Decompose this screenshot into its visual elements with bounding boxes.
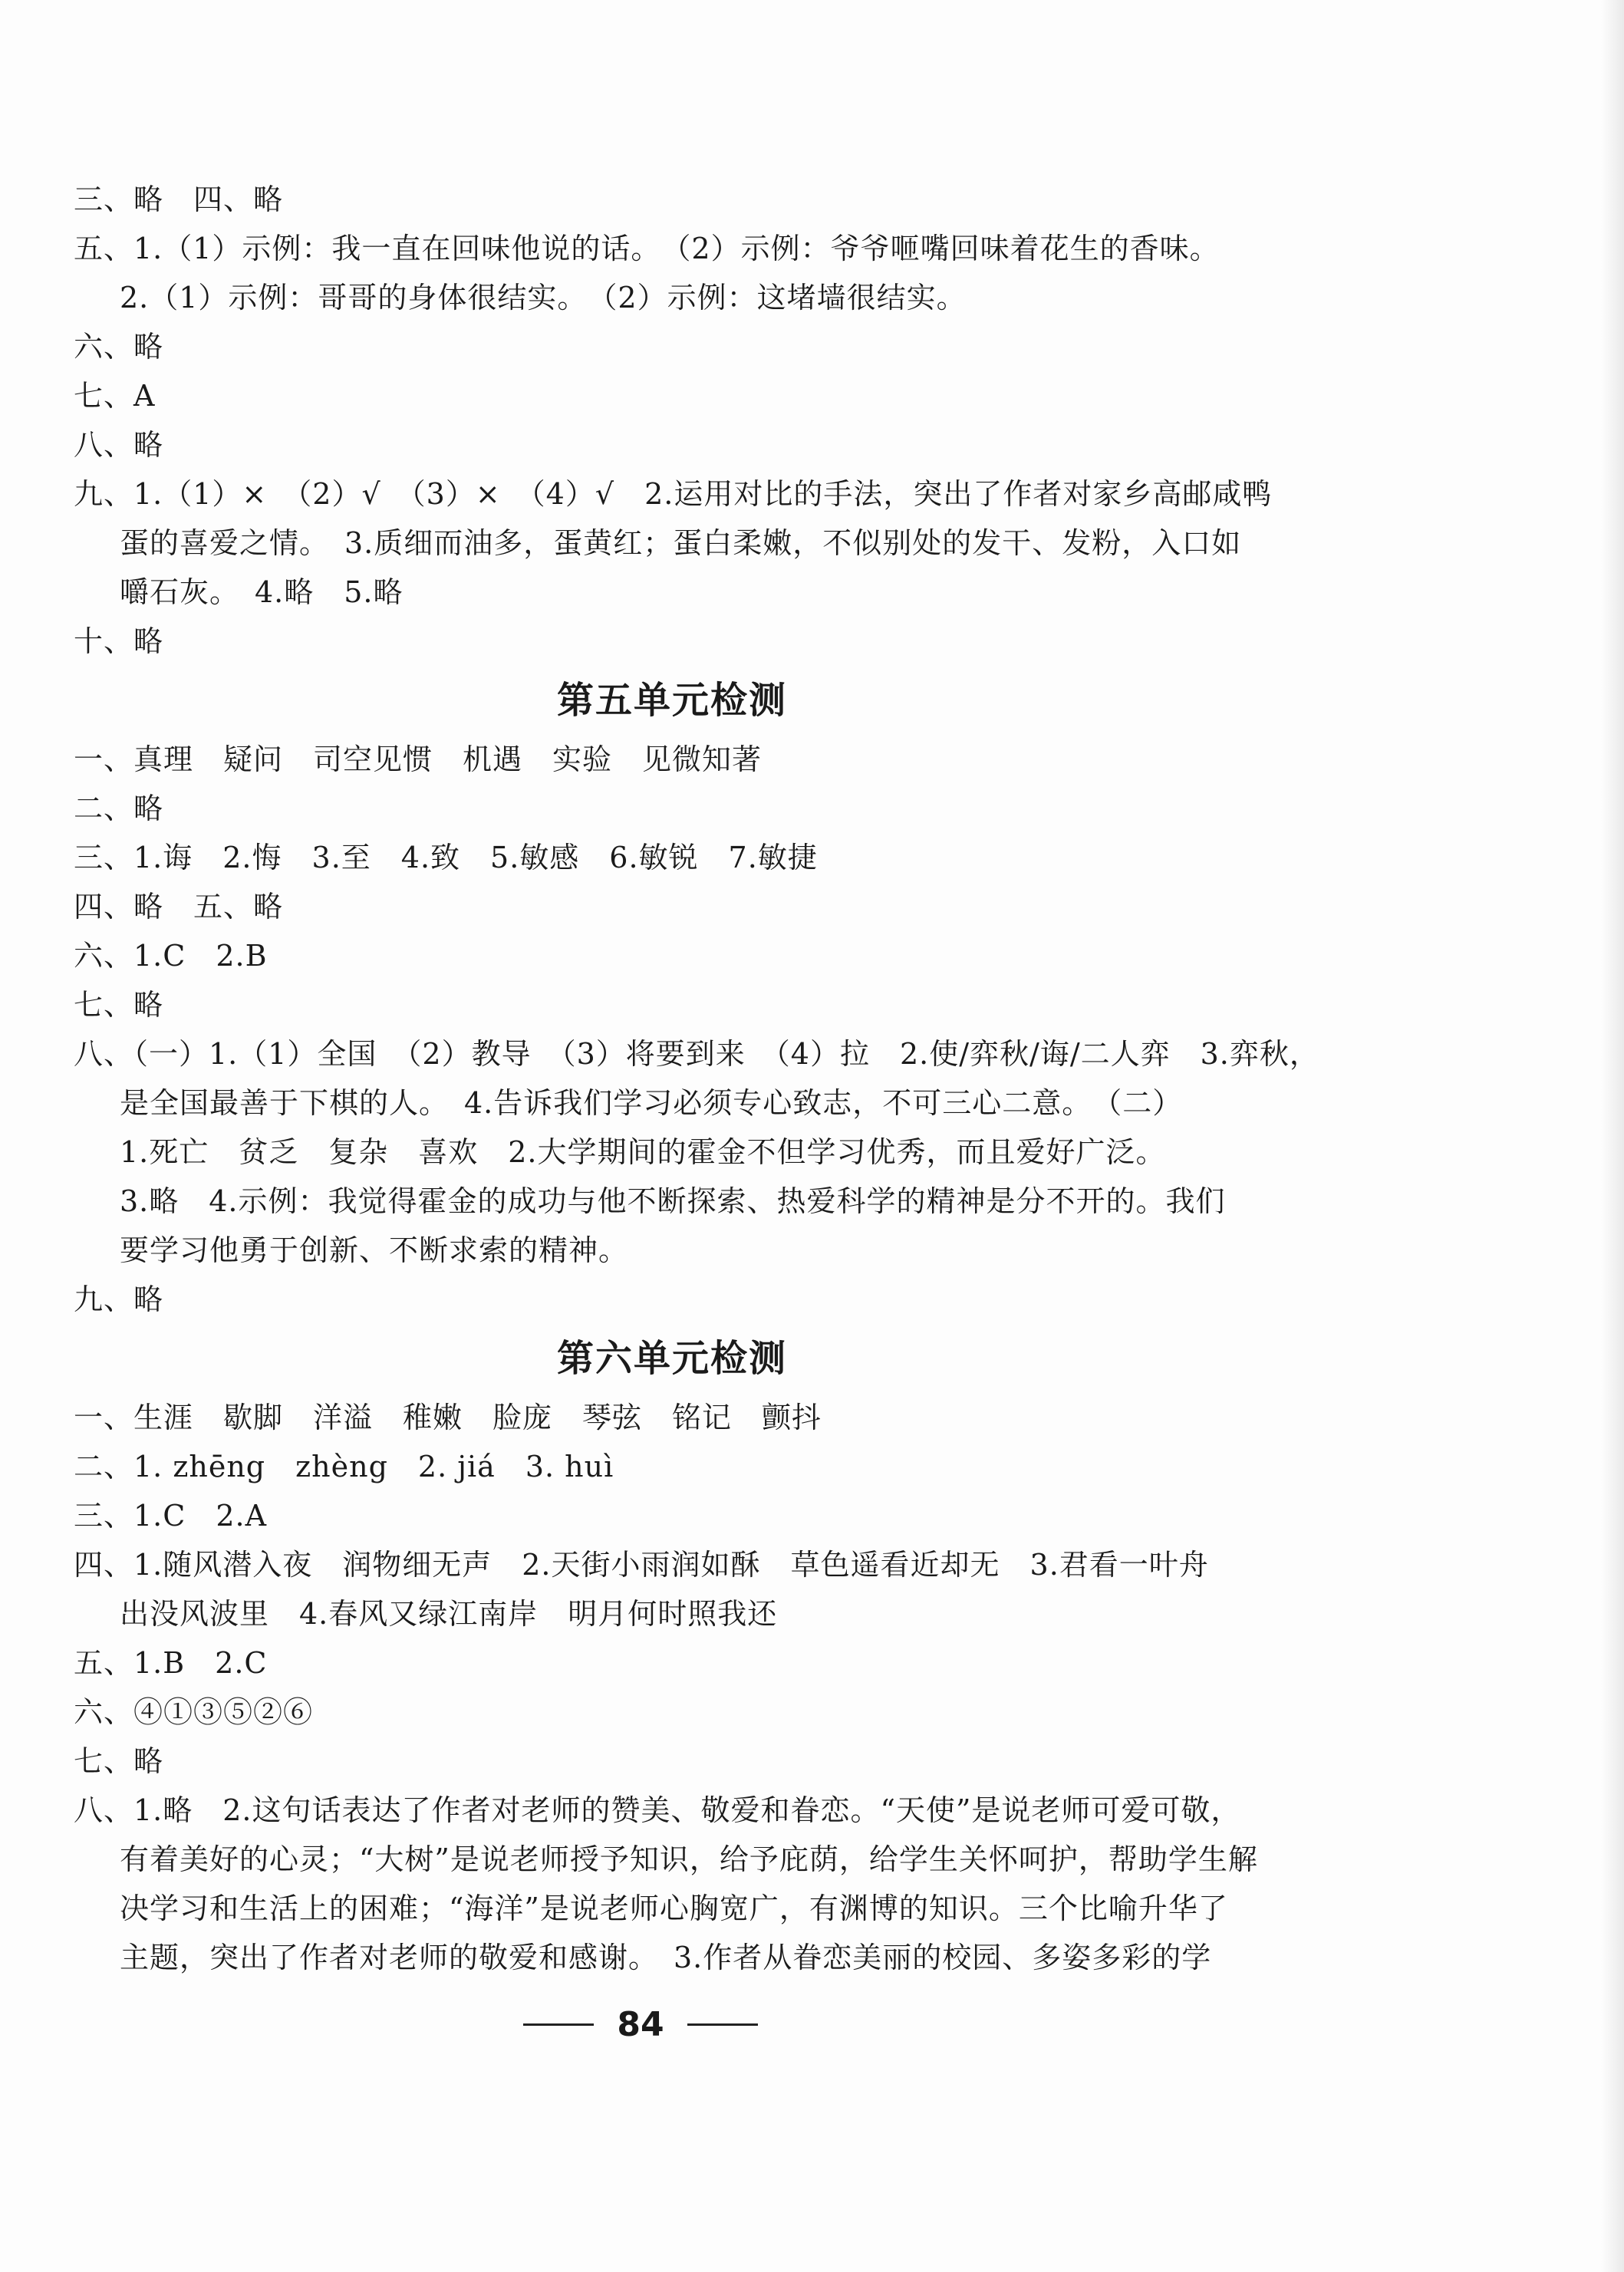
footer-rule-left bbox=[523, 2023, 594, 2026]
page-edge-shadow bbox=[1601, 0, 1624, 2272]
answer-line: 七、A bbox=[74, 379, 156, 413]
answer-line: 七、略 bbox=[74, 988, 164, 1022]
answer-line: 四、略 五、略 bbox=[74, 890, 284, 924]
answer-line: 八、略 bbox=[74, 428, 164, 462]
answer-line: 1.死亡 贫乏 复杂 喜欢 2.大学期间的霍金不但学习优秀，而且爱好广泛。 bbox=[120, 1135, 1166, 1169]
answer-line: 二、略 bbox=[74, 792, 164, 825]
answer-line: 嚼石灰。 4.略 5.略 bbox=[120, 575, 404, 609]
answer-line: 主题，突出了作者对老师的敬爱和感谢。 3.作者从眷恋美丽的校园、多姿多彩的学 bbox=[120, 1941, 1212, 1974]
answer-line: 八、1.略 2.这句话表达了作者对老师的赞美、敬爱和眷恋。“天使”是说老师可爱可敬， bbox=[74, 1793, 1241, 1827]
answer-line: 有着美好的心灵；“大树”是说老师授予知识，给予庇荫，给学生关怀呵护，帮助学生解 bbox=[120, 1842, 1258, 1876]
answer-line: 一、真理 疑问 司空见惯 机遇 实验 见微知著 bbox=[74, 743, 763, 776]
page-footer bbox=[0, 1997, 1281, 2051]
answer-line: 蛋的喜爱之情。 3.质细而油多，蛋黄红；蛋白柔嫩，不似别处的发干、发粉，入口如 bbox=[120, 526, 1242, 560]
answer-line: 八、（一）1.（1）全国 （2）教导 （3）将要到来 （4）拉 2.使/弈秋/诲/二人弈 3.弈秋， bbox=[74, 1037, 1319, 1071]
answer-line: 六、1.C 2.B bbox=[74, 939, 268, 973]
answer-line: 要学习他勇于创新、不断求索的精神。 bbox=[120, 1233, 629, 1267]
page-number: 84 bbox=[617, 2004, 664, 2044]
answer-line: 五、1.B 2.C bbox=[74, 1646, 268, 1680]
answer-line: 九、略 bbox=[74, 1283, 164, 1316]
answer-line: 二、1. zhēng zhèng 2. jiá 3. huì bbox=[74, 1450, 614, 1483]
answer-line: 五、1.（1）示例：我一直在回味他说的话。 （2）示例：爷爷咂嘴回味着花生的香味。 bbox=[74, 232, 1220, 265]
answer-line: 3.略 4.示例：我觉得霍金的成功与他不断探索、热爱科学的精神是分不开的。我们 bbox=[120, 1184, 1226, 1218]
answer-line: 决学习和生活上的困难；“海洋”是说老师心胸宽广，有渊博的知识。三个比喻升华了 bbox=[120, 1892, 1228, 1925]
answer-line: 六、④①③⑤②⑥ bbox=[74, 1695, 314, 1729]
section-title-unit5: 第五单元检测 bbox=[556, 679, 787, 722]
answer-line: 2.（1）示例：哥哥的身体很结实。 （2）示例：这堵墙很结实。 bbox=[120, 281, 967, 314]
answer-line: 十、略 bbox=[74, 624, 164, 658]
answer-line: 出没风波里 4.春风又绿江南岸 明月何时照我还 bbox=[120, 1597, 778, 1631]
answer-line: 一、生涯 歇脚 洋溢 稚嫩 脸庞 琴弦 铭记 颤抖 bbox=[74, 1401, 822, 1434]
answer-line: 三、1.C 2.A bbox=[74, 1499, 268, 1533]
answer-line: 四、1.随风潜入夜 润物细无声 2.天街小雨润如酥 草色遥看近却无 3.君看一叶舟 bbox=[74, 1548, 1209, 1582]
answer-line: 六、略 bbox=[74, 330, 164, 364]
answer-content bbox=[74, 175, 1319, 1982]
answer-line: 三、略 四、略 bbox=[74, 183, 284, 216]
answer-line: 九、1.（1）× （2）√ （3）× （4）√ 2.运用对比的手法，突出了作者对家乡高邮咸鸭 bbox=[74, 477, 1273, 511]
footer-rule-right bbox=[687, 2023, 758, 2026]
answer-line: 七、略 bbox=[74, 1744, 164, 1778]
answer-line: 是全国最善于下棋的人。 4.告诉我们学习必须专心致志，不可三心二意。 （二） bbox=[120, 1086, 1183, 1120]
section-title-unit6: 第六单元检测 bbox=[556, 1337, 787, 1380]
answer-line: 三、1.诲 2.悔 3.至 4.致 5.敏感 6.敏锐 7.敏捷 bbox=[74, 841, 818, 874]
